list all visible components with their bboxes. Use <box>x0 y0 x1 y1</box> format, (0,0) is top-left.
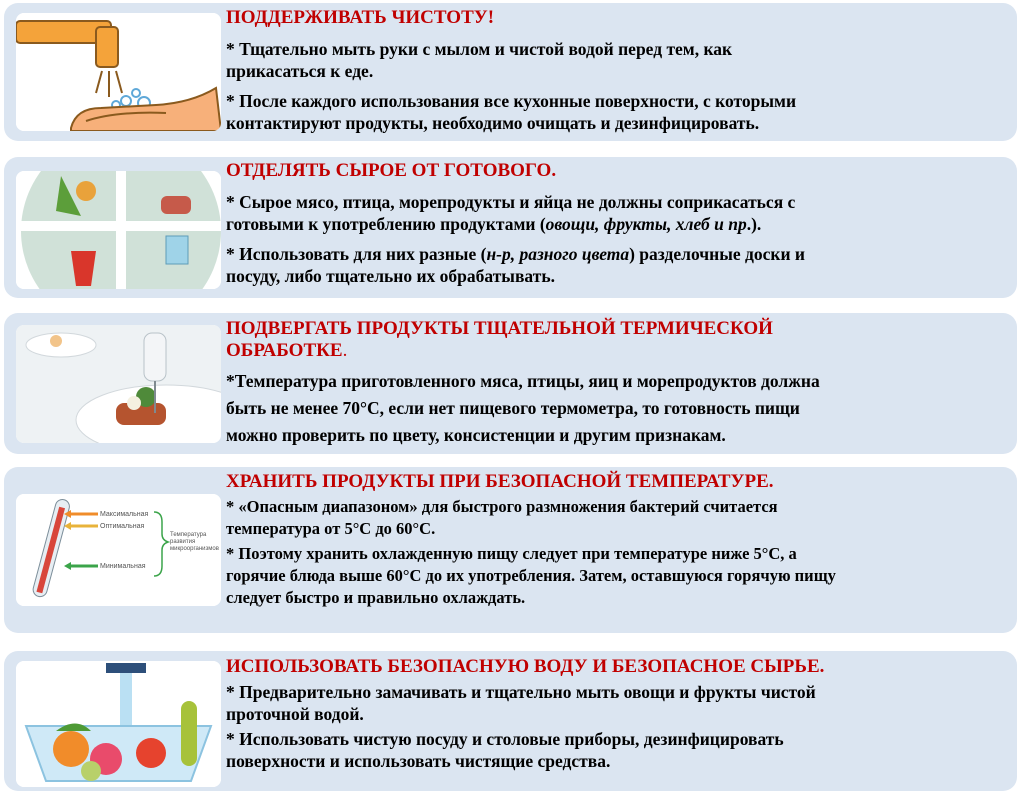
section-safe-temperature <box>4 467 1017 633</box>
paragraph-line: можно проверить по цвету, консистенции и другим признакам. <box>226 425 726 445</box>
section-cleanliness <box>4 3 1017 141</box>
section-heat-treatment-text <box>226 318 1011 449</box>
section-safe-temperature-text <box>226 471 1011 609</box>
paragraph-line: *Температура приготовленного мяса, птицы, яиц и морепродуктов должна <box>226 371 820 391</box>
section-heat-treatment <box>4 313 1017 454</box>
paragraph-line: температура от 5°С до 60°С. <box>226 519 436 538</box>
thermometer-scale-icon <box>16 494 221 606</box>
section-title: ИСПОЛЬЗОВАТЬ БЕЗОПАСНУЮ ВОДУ И БЕЗОПАСНОЕ СЫРЬЕ. <box>226 656 825 677</box>
paragraph-line: посуду, либо тщательно их обрабатывать. <box>226 266 555 286</box>
section-title: ПОДДЕРЖИВАТЬ ЧИСТОТУ! <box>226 7 495 28</box>
paragraph-line: проточной водой. <box>226 704 364 724</box>
section-title-continued: ОБРАБОТКЕ. <box>226 340 348 361</box>
svg-text:Оптимальная: Оптимальная <box>100 523 145 530</box>
separated-plate-icon <box>16 171 221 289</box>
section-cleanliness-text <box>226 7 1011 134</box>
paragraph-line: * Тщательно мыть руки с мылом и чистой водой перед тем, как <box>226 39 733 59</box>
washing-vegetables-picture <box>16 661 221 787</box>
paragraph-line: контактируют продукты, необходимо очищать и дезинфицировать. <box>226 113 760 133</box>
paragraph-line: прикасаться к еде. <box>226 61 374 81</box>
separated-plate-picture <box>16 171 221 289</box>
paragraph-line: * Поэтому хранить охлажденную пищу следует при температуре ниже 5°С, а <box>226 544 797 563</box>
washing-vegetables-icon <box>16 661 221 787</box>
paragraph-line: * Использовать чистую посуду и столовые приборы, дезинфицировать <box>226 729 784 749</box>
paragraph-line: горячие блюда выше 60°С до их употребления. Затем, оставшуюся горячую пищу <box>226 566 836 585</box>
section-separate-raw <box>4 157 1017 298</box>
paragraph-line: * Использовать для них разные (н-р, разного цвета) разделочные доски и <box>226 244 805 264</box>
paragraph-line: быть не менее 70°С, если нет пищевого термометра, то готовность пищи <box>226 398 800 418</box>
paragraph-line: * Предварительно замачивать и тщательно мыть овощи и фрукты чистой <box>226 682 816 702</box>
paragraph-line: поверхности и использовать чистящие средства. <box>226 751 611 771</box>
paragraph-line: * После каждого использования все кухонные поверхности, с которыми <box>226 91 797 111</box>
svg-text:Максимальная: Максимальная <box>100 511 149 518</box>
paragraph-line: * Сырое мясо, птица, морепродукты и яйца не должны соприкасаться с <box>226 192 796 212</box>
section-safe-water-text <box>226 656 1011 772</box>
food-thermometer-icon <box>16 325 221 443</box>
paragraph-line: готовыми к употреблению продуктами (овощи, фрукты, хлеб и пр.). <box>226 214 762 234</box>
section-title: ПОДВЕРГАТЬ ПРОДУКТЫ ТЩАТЕЛЬНОЙ ТЕРМИЧЕСКОЙ <box>226 318 773 339</box>
section-title: ОТДЕЛЯТЬ СЫРОЕ ОТ ГОТОВОГО. <box>226 160 557 181</box>
section-title: ХРАНИТЬ ПРОДУКТЫ ПРИ БЕЗОПАСНОЙ ТЕМПЕРАТУРЕ. <box>226 471 774 492</box>
thermometer-scale-picture <box>16 494 221 606</box>
handwashing-picture <box>16 13 221 131</box>
svg-text:Минимальная: Минимальная <box>100 563 146 570</box>
handwashing-icon <box>16 13 221 131</box>
section-separate-raw-text <box>226 160 1011 287</box>
svg-text:Температура развития: Температура развития микроорганизмов <box>170 532 219 552</box>
food-thermometer-picture <box>16 325 221 443</box>
section-safe-water <box>4 651 1017 791</box>
paragraph-line: * «Опасным диапазоном» для быстрого размножения бактерий считается <box>226 497 778 516</box>
paragraph-line: следует быстро и правильно охлаждать. <box>226 588 526 607</box>
